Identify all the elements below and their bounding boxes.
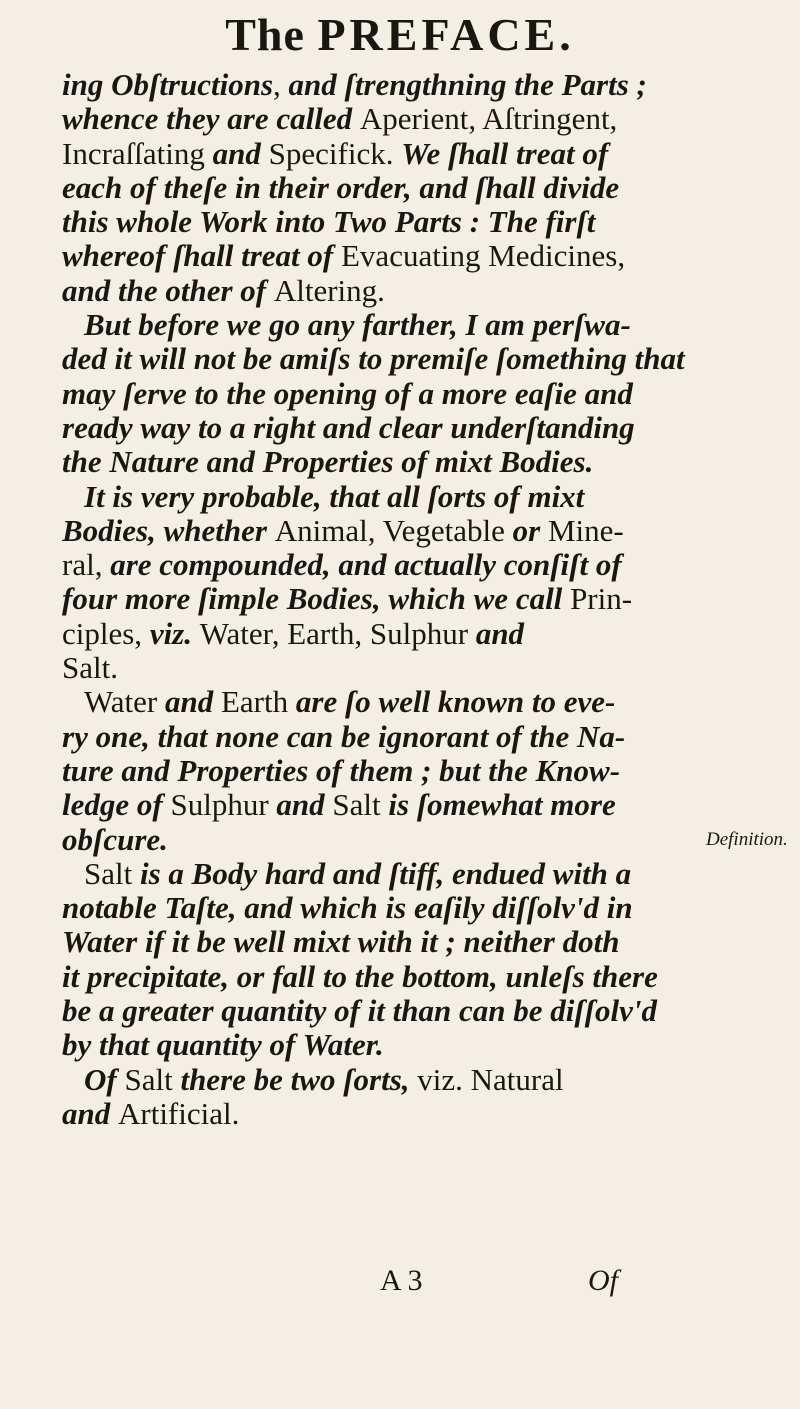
italic-text: ture and Properties of them ; but the Know- <box>62 753 621 788</box>
text-line <box>62 137 702 171</box>
italic-text: and <box>475 616 525 651</box>
italic-text: whence they are called <box>62 102 360 137</box>
text-line <box>62 68 702 102</box>
roman-text: Water <box>84 685 165 720</box>
italic-text: there be two ſorts, <box>180 1062 418 1097</box>
italic-text: viz. <box>149 616 200 651</box>
italic-text: and ſtrengthning the Parts ; <box>288 68 647 102</box>
roman-text: Salt. <box>62 651 118 686</box>
text-line <box>62 411 702 445</box>
text-line <box>62 514 702 548</box>
roman-text: Artificial. <box>118 1096 240 1131</box>
roman-text: Incraſſating <box>62 136 213 171</box>
italic-text: and <box>62 1096 118 1131</box>
roman-text: Mine- <box>547 513 624 548</box>
text-line <box>62 823 702 857</box>
italic-text: But before we go any farther, I am perſwa- <box>84 308 631 343</box>
roman-text: Salt <box>84 856 140 891</box>
text-line <box>62 1028 702 1062</box>
italic-text: Water if it be well mixt with it ; neither doth <box>62 925 620 960</box>
italic-text: and <box>276 788 333 823</box>
italic-text: ready way to a right and clear underſtanding <box>62 410 635 445</box>
text-line <box>62 274 702 308</box>
italic-text: notable Taſte, and which is eaſily diſſolv'd in <box>62 891 633 926</box>
text-line <box>62 891 702 925</box>
italic-text: and <box>212 136 269 171</box>
roman-text: Altering. <box>273 273 385 308</box>
italic-text: Bodies, whether <box>62 513 275 548</box>
italic-text: the Nature and Properties of mixt Bodies. <box>62 445 594 480</box>
roman-text: Evacuating Medicines, <box>341 239 626 274</box>
text-line <box>62 205 702 239</box>
text-line <box>62 685 702 719</box>
roman-text: ciples, <box>62 616 150 651</box>
italic-text: are ſo well known to eve- <box>295 685 616 720</box>
italic-text: are compounded, and actually conſiſt of <box>110 548 622 583</box>
text-line <box>62 308 702 342</box>
running-head-the: The <box>225 9 305 60</box>
roman-text: Salt <box>332 788 389 823</box>
text-line <box>62 857 702 891</box>
roman-text: Prin- <box>570 582 633 617</box>
italic-text: We ſhall treat of <box>401 136 609 171</box>
running-head <box>0 9 800 60</box>
text-line <box>62 239 702 273</box>
roman-text: Sulphur <box>170 788 277 823</box>
body-text <box>62 68 702 1131</box>
italic-text: ing Obſtructions <box>62 68 274 102</box>
roman-text: ral, <box>62 548 111 583</box>
text-line <box>62 377 702 411</box>
italic-text: ry one, that none can be ignorant of the Na- <box>62 719 626 754</box>
text-line <box>62 171 702 205</box>
italic-text: and the other of <box>62 273 274 308</box>
text-line <box>62 994 702 1028</box>
text-line <box>62 445 702 479</box>
italic-text: and <box>164 685 221 720</box>
signature-mark: A 3 <box>380 1264 423 1297</box>
italic-text: be a greater quantity of it than can be diſſolv'd <box>62 994 657 1029</box>
margin-note-definition: Definition. <box>706 829 788 850</box>
text-line <box>62 960 702 994</box>
italic-text: obſcure. <box>62 822 168 857</box>
text-line <box>62 480 702 514</box>
roman-text: Salt <box>124 1062 181 1097</box>
italic-text: it precipitate, or fall to the bottom, unleſs there <box>62 959 658 994</box>
italic-text: ledge of <box>62 788 171 823</box>
text-line <box>62 582 702 616</box>
roman-text: Specifick. <box>268 136 402 171</box>
text-line <box>62 102 702 136</box>
italic-text: whereof ſhall treat of <box>62 239 341 274</box>
roman-text: , <box>273 68 289 102</box>
italic-text: It is very probable, that all ſorts of mixt <box>84 479 585 514</box>
running-head-preface: PREFACE. <box>317 9 575 60</box>
italic-text: ded it will not be amiſs to premiſe ſomething that <box>62 342 685 377</box>
text-line <box>62 342 702 376</box>
text-line <box>62 548 702 582</box>
italic-text: is a Body hard and ſtiff, endued with a <box>139 856 632 891</box>
italic-text: each of theſe in their order, and ſhall divide <box>62 170 620 205</box>
text-line <box>62 720 702 754</box>
roman-text: Animal, Vegetable <box>274 513 513 548</box>
text-line <box>62 788 702 822</box>
roman-text: Water, Earth, Sulphur <box>199 616 476 651</box>
text-line <box>62 651 702 685</box>
text-line <box>62 1097 702 1131</box>
italic-text: this whole Work into Two Parts : The firſt <box>62 205 596 240</box>
italic-text: may ſerve to the opening of a more eaſie and <box>62 376 633 411</box>
italic-text: four more ſimple Bodies, which we call <box>62 582 571 617</box>
text-line <box>62 925 702 959</box>
text-line <box>62 617 702 651</box>
italic-text: is ſomewhat more <box>388 788 616 823</box>
italic-text: Of <box>84 1062 125 1097</box>
text-line <box>62 754 702 788</box>
roman-text: Aperient, Aſtringent, <box>359 102 618 137</box>
text-line <box>62 1063 702 1097</box>
italic-text: by that quantity of Water. <box>62 1028 384 1063</box>
roman-text: viz. Natural <box>417 1062 564 1097</box>
italic-text: or <box>512 513 548 548</box>
roman-text: Earth <box>220 685 296 720</box>
page-footer <box>0 1264 800 1304</box>
catchword: Of <box>588 1264 618 1297</box>
